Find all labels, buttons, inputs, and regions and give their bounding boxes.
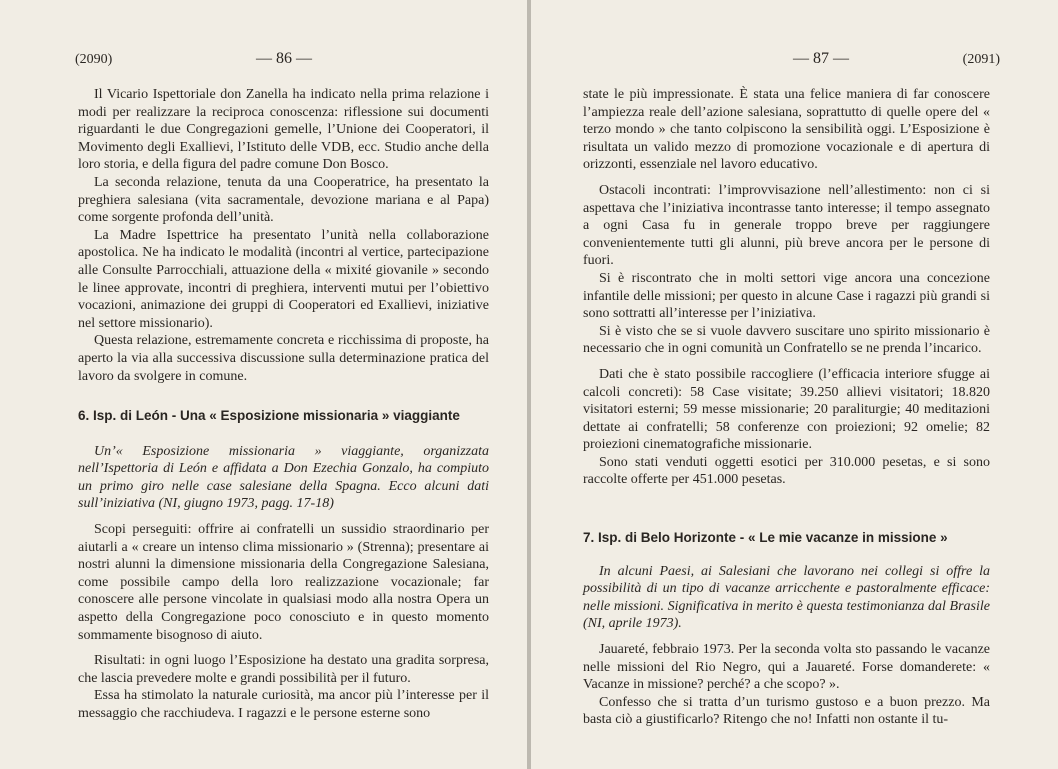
right-body [583, 86, 990, 729]
paragraph: Questa relazione, estremamente concreta e ricchissima di proposte, ha aperto la via alla successiva discussione sulla determinazione pratica del lavoro da svolgere in comune. [78, 333, 489, 384]
right-running-head [583, 50, 1000, 74]
left-page-number: — 86 — [256, 50, 312, 67]
paragraph: Risultati: in ogni luogo l’Esposizione ha destato una gradita sorpresa, che lascia prevedere molte e grandi possibilità per il futuro. [78, 653, 489, 686]
paragraph: La seconda relazione, tenuta da una Cooperatrice, ha presentato la preghiera salesiana (vita sacramentale, devozione mariana e al Papa) come sorgente profonda dell’unità. [78, 174, 489, 226]
right-page-number: — 87 — [793, 50, 849, 67]
left-running-head [75, 50, 489, 74]
paragraph: Scopi perseguiti: offrire ai confratelli un sussidio straordinario per aiutarli a « creare un intenso clima missionario » (Strenna); presentare ai nostri alunni la dimensione missionaria della Congregazione Salesiana, come possibile campo della loro realizzazione vocazionale; far conoscere alle persone vincolate in qualsiasi modo alla nostra Opera un aspetto della Congregazione poco conosciuto e in questo momento sommamente bisognoso di aiuto. [78, 522, 489, 643]
paragraph: Essa ha stimolato la naturale curiosità, ma ancor più l’interesse per il messaggio che racchiudeva. I ragazzi e le persone esterne sono [78, 688, 489, 721]
section-heading: 6. Isp. di León - Una « Esposizione missionaria » viaggiante [78, 408, 460, 424]
paragraph: Confesso che si tratta d’un turismo gustoso e a buon prezzo. Ma basta ciò a giustificarlo? Ritengo che no! Infatti non ostante il tu- [583, 694, 990, 728]
paragraph: La Madre Ispettrice ha presentato l’unità nella collaborazione apostolica. Ne ha indicato le modalità (incontri al vertice, partecipazione alle Consulte Parrocchiali, attuazione della « mixité giovanile » secondo le linee approvate, incontri di preghiera, interventi mutui per l’obiettivo vocazioni, animazione dei gruppi di Cooperatori ed Exallievi, iniziative nel settore missionario). [78, 227, 489, 331]
paragraph: Jauareté, febbraio 1973. Per la seconda volta sto passando le vacanze nelle missioni del Rio Negro, qui a Jauareté. Forse domanderete: « Vacanze in missione? perché? a che scopo? ». [583, 642, 990, 693]
section-intro: In alcuni Paesi, ai Salesiani che lavorano nei collegi si offre la possibilità di un tipo di vacanze arricchente e pastoralmente efficace: nelle missioni. Significativa in merito è questa testimonianza dal Brasile (NI, aprile 1973). [583, 563, 990, 632]
paragraph: Si è riscontrato che in molti settori vige ancora una concezione infantile delle missioni; per questo in alcune Case i ragazzi più grandi si sono sottratti all’interesse per l’iniziativa. [583, 270, 990, 322]
paragraph: Sono stati venduti oggetti esotici per 310.000 pesetas, e si sono raccolte offerte per 451.000 pesetas. [583, 454, 990, 488]
paragraph: Dati che è stato possibile raccogliere (l’efficacia interiore sfugge ai calcoli concreti): 58 Case visitate; 39.250 allievi visitatori; 18.820 visitatori esterni; 59 messe missionarie; 20 paraliturgie; 40 meditazioni dettate ai confratelli; 58 conferenze con proiezioni; 92 omelie; 82 proiezioni cinematografiche missionarie. [583, 366, 990, 453]
left-page-code: (2090) [75, 52, 113, 67]
section-intro: Un’« Esposizione missionaria » viaggiante, organizzata nell’Ispettoria di León e affidata a Don Ezechia Gonzalo, ha compiuto un primo giro nelle case salesiane della Spagna. Ecco alcuni dati sull’iniziativa (NI, giugno 1973, pagg. 17-18) [78, 443, 489, 512]
section-heading: 7. Isp. di Belo Horizonte - « Le mie vacanze in missione » [583, 530, 948, 546]
paragraph: state le più impressionate. È stata una felice maniera di far conoscere l’ampiezza reale dell’azione salesiana, soprattutto di quelle opere del « terzo mondo » che tanto colpiscono la sensibilità oggi. L’Esposizione è risultata un valido mezzo di promozione vocazionale e di apertura di orizzonti, essenziale nel lavoro educativo. [583, 87, 990, 173]
left-page [0, 0, 527, 769]
paragraph: Si è visto che se si vuole davvero suscitare uno spirito missionario è necessario che in ogni comunità un Confratello se ne prenda l’incarico. [583, 323, 990, 357]
right-page [531, 0, 1058, 769]
paragraph: Ostacoli incontrati: l’improvvisazione nell’allestimento: non ci si aspettava che l’iniziativa incontrasse tanto interesse; il tempo assegnato a ogni Casa fu in generale troppo breve per raggiungere convenientemente tutti gli alunni, più breve ancora per le persone di fuori. [583, 182, 990, 269]
right-page-code: (2091) [962, 52, 1000, 67]
left-body [78, 86, 489, 723]
paragraph: Il Vicario Ispettoriale don Zanella ha indicato nella prima relazione i modi per realizzare la reciproca conoscenza: riflessione sui documenti riguardanti le due Congregazioni gemelle, l’Unione dei Cooperatori, il Movimento degli Exallievi, l’Istituto delle VDB, ecc. Studio anche della loro storia, e della figura del padre comune Don Bosco. [78, 87, 489, 173]
